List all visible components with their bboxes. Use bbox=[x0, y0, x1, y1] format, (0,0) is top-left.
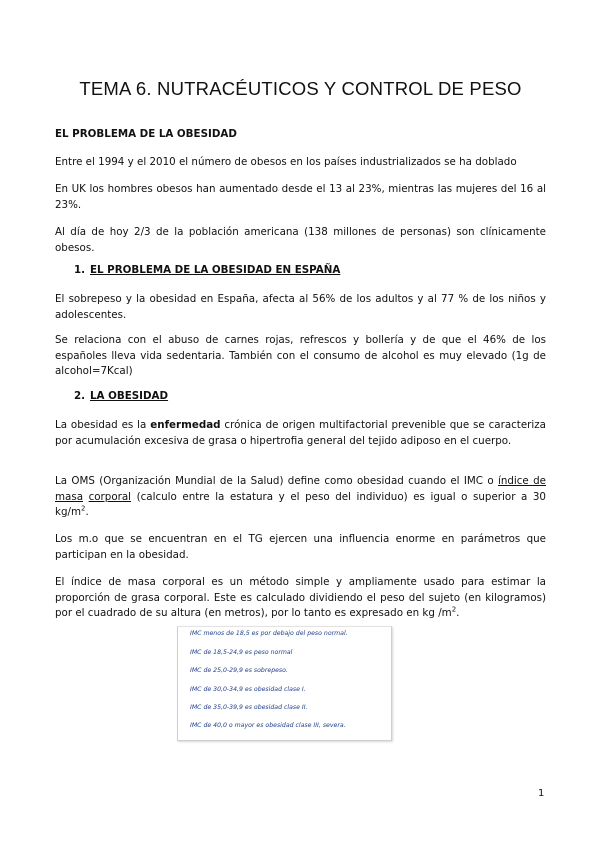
bold-term: enfermedad bbox=[150, 419, 221, 431]
superscript: 2 bbox=[451, 605, 457, 614]
imc-classification-image bbox=[177, 626, 392, 741]
paragraph: Se relaciona con el abuso de carnes rojas, refrescos y bollería y de que el 46% de los españoles lleva vida sedentaria. También con el consumo de alcohol es muy elevado (1g de alcohol=7Kcal) bbox=[55, 334, 546, 377]
imc-row: IMC de 30,0-34,9 es obesidad clase I. bbox=[190, 686, 306, 693]
paragraph: Al día de hoy 2/3 de la población americana (138 millones de personas) son clínicamente obesos. bbox=[55, 226, 546, 254]
text-run: La obesidad es la bbox=[55, 419, 151, 431]
paragraph: Entre el 1994 y el 2010 el número de obesos en los países industrializados se ha doblado bbox=[55, 156, 517, 168]
link-corporal[interactable]: corporal bbox=[88, 490, 132, 503]
text-run: El índice de masa corporal es un método simple y ampliamente usado para estimar la proporción de grasa corporal. Este es calculado dividiendo el peso del sujeto (en kilogramos) por el cuadrado de su altura (en metros), por lo tanto es expresado en kg /m bbox=[55, 576, 546, 619]
section-heading-text: EL PROBLEMA DE LA OBESIDAD EN ESPAÑA bbox=[90, 264, 341, 276]
text-run: (calculo entre la estatura y el peso del individuo) es igual o superior a 30 kg/m bbox=[55, 490, 546, 518]
paragraph: Los m.o que se encuentran en el TG ejercen una influencia enorme en parámetros que participan en la obesidad. bbox=[55, 533, 546, 561]
page-number: 1 bbox=[538, 788, 545, 799]
paragraph bbox=[55, 474, 546, 521]
imc-row: IMC de 25,0-29,9 es sobrepeso. bbox=[190, 667, 288, 674]
text-run: . bbox=[85, 506, 89, 518]
section-heading-obesity-problem: EL PROBLEMA DE LA OBESIDAD bbox=[55, 128, 237, 140]
imc-row: IMC de 35,0-39,9 es obesidad clase II. bbox=[190, 704, 308, 711]
text-run: La OMS (Organización Mundial de la Salud) define como obesidad cuando el IMC o bbox=[55, 475, 498, 487]
superscript: 2 bbox=[81, 504, 86, 513]
text-run: crónica de origen multifactorial prevenible que se caracteriza por acumulación excesiva de grasa o hipertrofia general del tejido adiposo en el cuerpo. bbox=[55, 419, 546, 447]
section-heading-spain bbox=[74, 264, 340, 276]
imc-row: IMC de 18,5-24,9 es peso normal bbox=[190, 649, 293, 656]
section-heading-text: LA OBESIDAD bbox=[90, 390, 169, 402]
imc-row: IMC menos de 18,5 es por debajo del peso normal. bbox=[190, 630, 348, 637]
section-number: 2. bbox=[74, 390, 86, 402]
paragraph bbox=[55, 418, 546, 449]
section-heading-obesity bbox=[74, 390, 168, 402]
paragraph: En UK los hombres obesos han aumentado desde el 13 al 23%, mientras las mujeres del 16 al 23%. bbox=[55, 183, 546, 211]
paragraph: El sobrepeso y la obesidad en España, afecta al 56% de los adultos y al 77 % de los niños y adolescentes. bbox=[55, 293, 546, 321]
text-run: . bbox=[456, 607, 460, 619]
imc-row: IMC de 40,0 o mayor es obesidad clase III, severa. bbox=[190, 722, 346, 729]
section-number: 1. bbox=[74, 264, 86, 276]
paragraph bbox=[55, 575, 546, 622]
link-indice-de-masa[interactable]: índice de masa bbox=[55, 475, 546, 503]
page-title: TEMA 6. NUTRACÉUTICOS Y CONTROL DE PESO bbox=[79, 78, 522, 99]
